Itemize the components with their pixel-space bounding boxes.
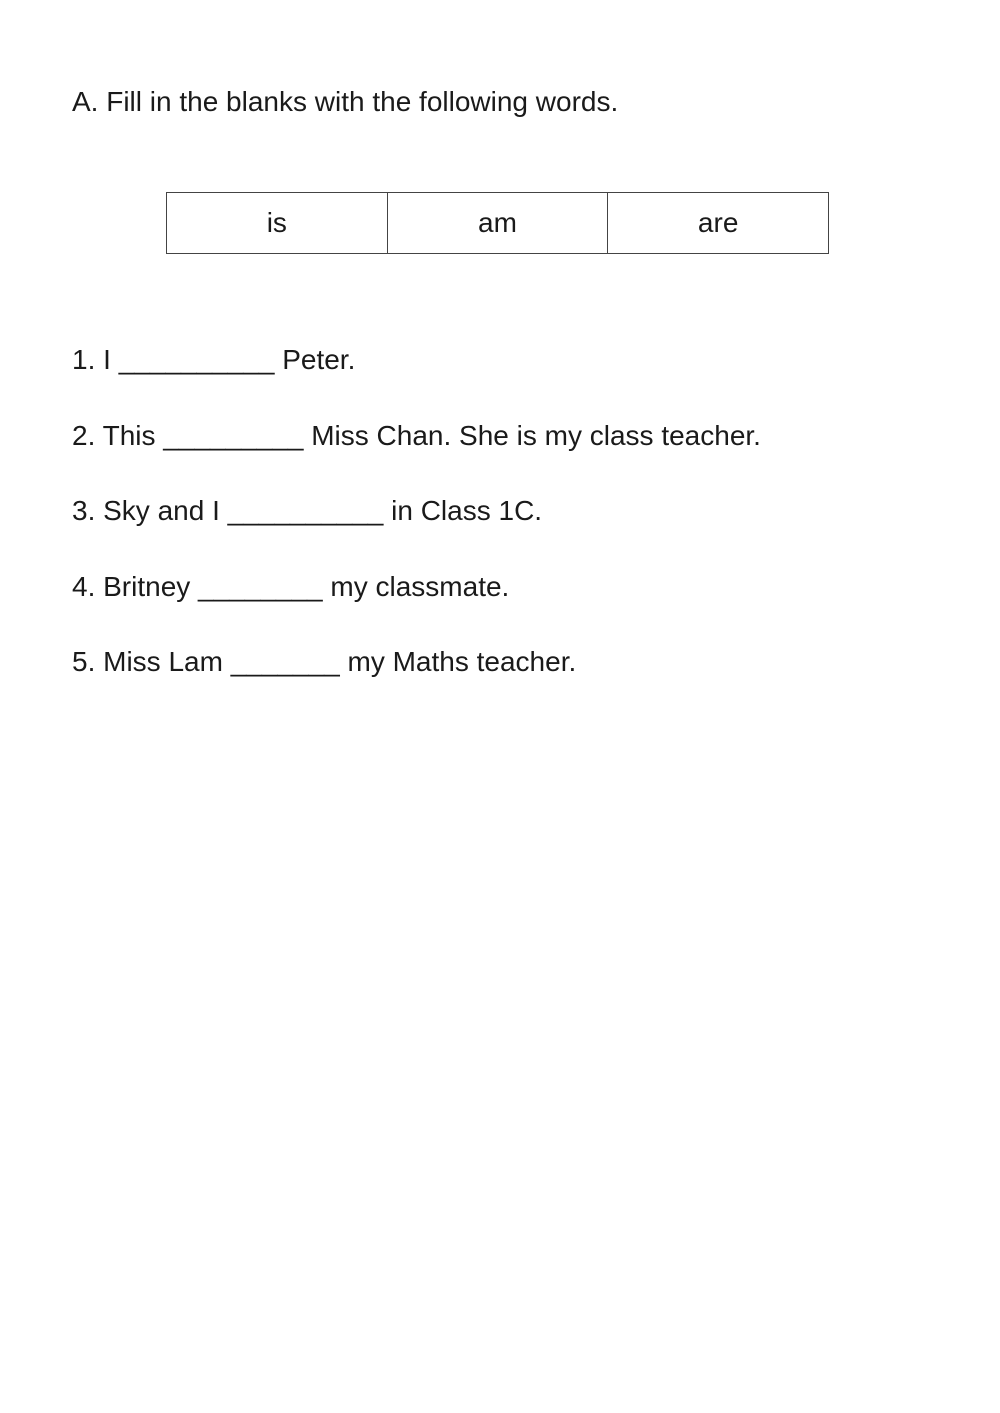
question-3: 3. Sky and I __________ in Class 1C. [72,495,543,526]
question-4: 4. Britney ________ my classmate. [72,571,510,602]
word-bank-table [166,192,829,254]
instruction-heading: A. Fill in the blanks with the following words. [72,86,619,117]
word-bank-row [167,193,829,254]
word-bank-cell-is: is [167,193,388,254]
word-bank-cell-are: are [608,193,829,254]
question-1: 1. I __________ Peter. [72,344,356,375]
question-5: 5. Miss Lam _______ my Maths teacher. [72,646,577,677]
question-2: 2. This _________ Miss Chan. She is my class teacher. [72,420,761,451]
word-bank-cell-am: am [387,193,608,254]
